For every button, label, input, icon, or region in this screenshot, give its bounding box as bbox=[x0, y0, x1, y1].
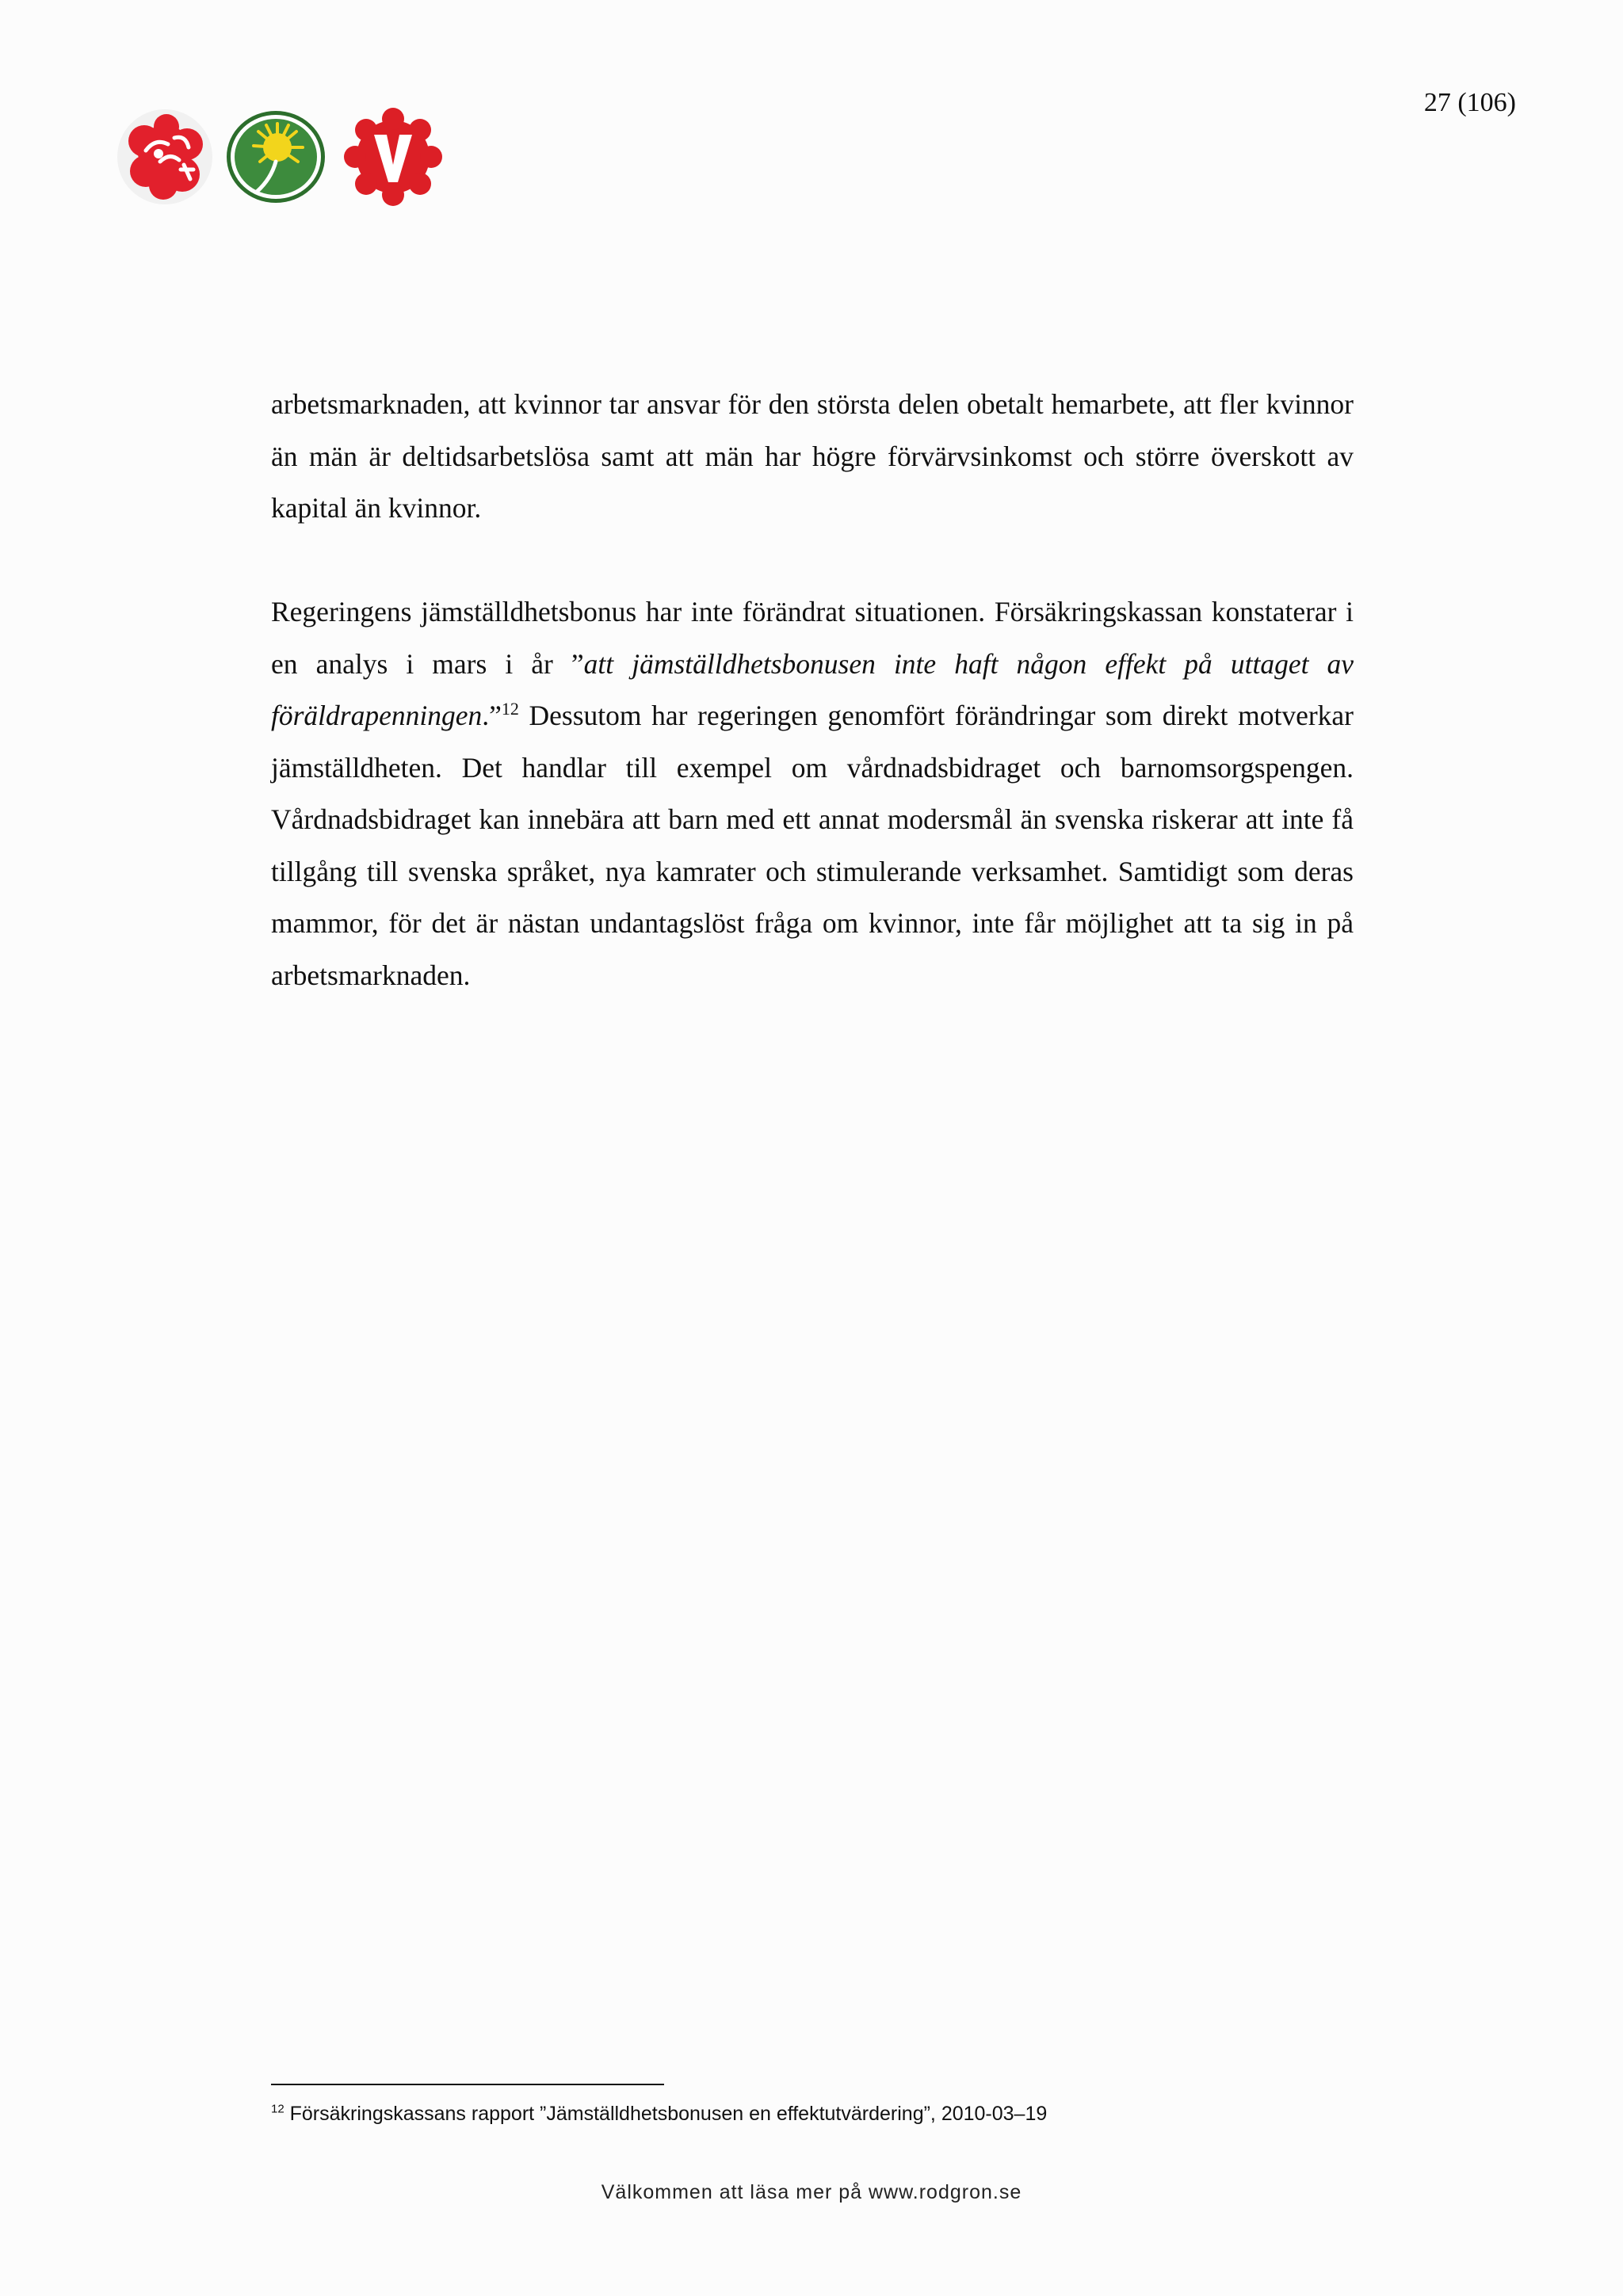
footnote bbox=[271, 2100, 1047, 2128]
footnote-reference[interactable]: 12 bbox=[501, 699, 519, 719]
quote-close: .” bbox=[482, 700, 502, 731]
v-flower-icon bbox=[342, 106, 444, 208]
paragraph-1: arbetsmarknaden, att kvinnor tar ansvar för den största delen obetalt hemarbete, att fler kvinnor än män är deltidsarbetslösa samt att män har högre förvärvsinkomst och större överskott av kapital än kvinnor. bbox=[271, 388, 1354, 524]
rose-icon bbox=[114, 106, 216, 208]
paragraph-2-continuation: Dessutom har regeringen genomfört förändringar som direkt motverkar jämställdheten. Det handlar till exempel om vårdnadsbidraget och barnomsorgspengen. Vårdnadsbidraget kan innebära att barn med ett annat modersmål än svenska riskerar att inte få tillgång till svenska språket, nya kamrater och stimulerande verksamhet. Samtidigt som deras mammor, för det är nästan undantagslöst fråga om kvinnor, inte får möjlighet att ta sig in på arbetsmarknaden. bbox=[271, 700, 1354, 991]
party-logos bbox=[114, 106, 447, 209]
document-body bbox=[271, 379, 1354, 1054]
footnote-number: 12 bbox=[271, 2102, 285, 2116]
footnote-text: Försäkringskassans rapport ”Jämställdhetsbonusen en effektutvärdering”, 2010-03–19 bbox=[284, 2103, 1048, 2125]
quoted-text: att jämställdhetsbonusen inte haft någon effekt på uttaget av föräldrapenningen bbox=[271, 647, 1354, 731]
dandelion-icon bbox=[225, 106, 327, 208]
page-number: 27 (106) bbox=[1423, 88, 1516, 117]
footnote-divider bbox=[271, 2084, 664, 2085]
page-footer: Välkommen att läsa mer på www.rodgron.se bbox=[601, 2181, 1022, 2203]
paragraph-2-intro: Regeringens jämställdhetsbonus har inte förändrat situationen. Försäkringskassan konstaterar i en analys i mars i år ” bbox=[271, 596, 1354, 680]
paragraph-2 bbox=[271, 586, 1354, 1001]
